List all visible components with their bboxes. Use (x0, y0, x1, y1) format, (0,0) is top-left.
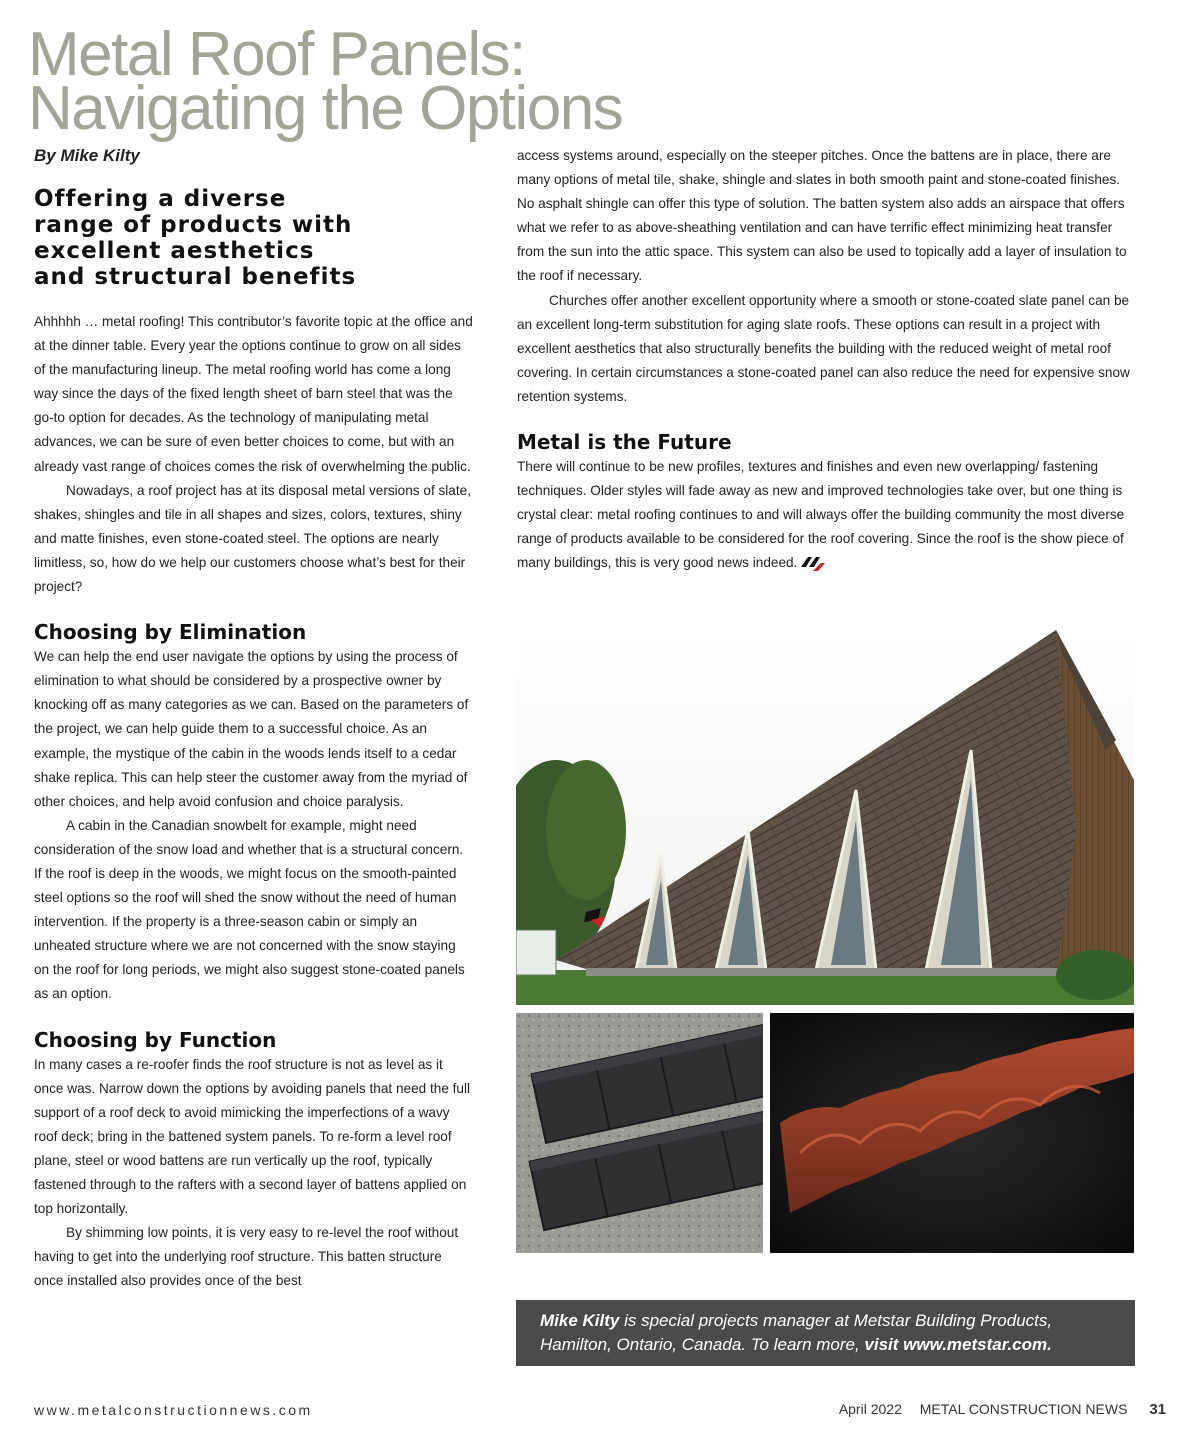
deck-line-3: excellent aesthetics (34, 238, 315, 264)
footer-website[interactable]: www.metalconstructionnews.com (34, 1402, 313, 1418)
section-heading-future: Metal is the Future (517, 430, 732, 455)
article-title-line-1: Metal Roof Panels: (28, 20, 525, 89)
paragraph: Churches offer another excellent opportunity where a smooth or stone-coated slate panel can be an excellent long-term substitution for aging slate roofs. These options can result in a project with excellent aesthetics that also structurally benefits the building with the reduced weight of metal roof covering. In certain circumstances a stone-coated panel can also reduce the need for expensive snow retention systems. (517, 292, 1130, 404)
paragraph: In many cases a re-roofer finds the roof structure is not as level as it once was. Narrow down the options by avoiding panels that need the full support of a roof deck to avoid mimicking the imperfections of a wavy roof deck; bring in the battened system panels. To re-form a level roof plane, steel or wood battens are run vertically up the roof, typically fastened through to the rafters with a second layer of battens applied on top horizontally. (34, 1056, 471, 1217)
footer-magazine-name: METAL CONSTRUCTION NEWS (919, 1401, 1128, 1417)
church-roof-photo (516, 630, 1134, 1005)
byline: By Mike Kilty (34, 146, 140, 165)
paragraph: Nowadays, a roof project has at its disposal metal versions of slate, shakes, shingles and tile in all shapes and sizes, colors, textures, shiny and matte finishes, even stone-coated steel. The options are nearly limitless, so, how do we help our customers choose what’s best for their project? (34, 482, 471, 595)
right-column (517, 144, 1137, 576)
article-deck (34, 186, 434, 290)
article-title (28, 20, 668, 143)
end-mark-icon (799, 555, 827, 573)
left-column (34, 310, 474, 1293)
deck-line-1: Offering a diverse (34, 186, 287, 212)
bio-text: is special projects manager at Metstar Building Products, Hamilton, Ontario, Canada. To learn more, (540, 1311, 1053, 1354)
deck-line-2: range of products with (34, 212, 353, 238)
article-title-line-2: Navigating the Options (28, 74, 623, 143)
section-heading-elimination: Choosing by Elimination (34, 620, 307, 645)
deck-line-4: and structural benefits (34, 264, 357, 290)
paragraph: access systems around, especially on the steeper pitches. Once the battens are in place, there are many options of metal tile, shake, shingle and slates in both smooth paint and stone-coated finishes. No asphalt shingle can offer this type of solution. The batten system also adds an airspace that offers what we refer to as above-sheathing ventilation and can have terrific effect minimizing heat transfer from the sun into the attic space. This system can also be used to topically add a layer of insulation to the roof if necessary. (517, 148, 1127, 284)
section-heading-function: Choosing by Function (34, 1027, 277, 1052)
paragraph: By shimming low points, it is very easy to re-level the roof without having to get into the underlying roof structure. This batten structure once installed also provides once of the best (34, 1225, 459, 1289)
footer-info (839, 1401, 1166, 1418)
paragraph: Ahhhhh … metal roofing! This contributor’s favorite topic at the office and at the dinner table. Every year the options continue to grow on all sides of the manufacturing lineup. The metal roofing world has come a long way since the days of the fixed length sheet of barn steel that was the go-to option for decades. As the technology of manipulating metal advances, we can be sure of even better choices to come, but with an already vast range of choices comes the risk of overwhelming the public. (34, 314, 473, 474)
paragraph: A cabin in the Canadian snowbelt for example, might need consideration of the snow load and whether that is a structural concern. If the roof is deep in the woods, we might focus on the smooth-painted steel options so the roof will shed the snow without the need of human intervention. If the property is a three-season cabin or simply an unheated structure where we are not concerned with the snow staying on the roof for long periods, we might also suggest stone-coated panels as an option. (34, 817, 465, 1002)
page-number: 31 (1149, 1401, 1166, 1418)
paragraph: We can help the end user navigate the options by using the process of elimination to what should be considered by a prospective owner by knocking off as many categories as we can. Based on the parameters of the project, we can help guide them to a successful choice. As an example, the mystique of the cabin in the woods lends itself to a cedar shake replica. This can help steer the customer away from the myriad of other choices, and help avoid confusion and choice paralysis. (34, 649, 469, 809)
paragraph-final (517, 455, 1137, 575)
bio-link[interactable]: visit www.metstar.com. (864, 1335, 1052, 1354)
paragraph-final-text: There will continue to be new profiles, textures and finishes and even new overlapping/ fastening techniques. Older styles will fade away as new and improved technologies take over, but one thing is crystal clear: metal roofing continues to and will always offer the building community the most diverse range of products available to be considered for the roof covering. Since the roof is the show piece of many buildings, this is very good news indeed. (517, 459, 1125, 571)
slate-panel-photo (516, 1013, 763, 1253)
footer-date: April 2022 (838, 1401, 902, 1417)
author-bio-box (516, 1300, 1135, 1366)
stone-coated-tile-photo (770, 1013, 1134, 1253)
bio-author-name: Mike Kilty (540, 1311, 620, 1330)
